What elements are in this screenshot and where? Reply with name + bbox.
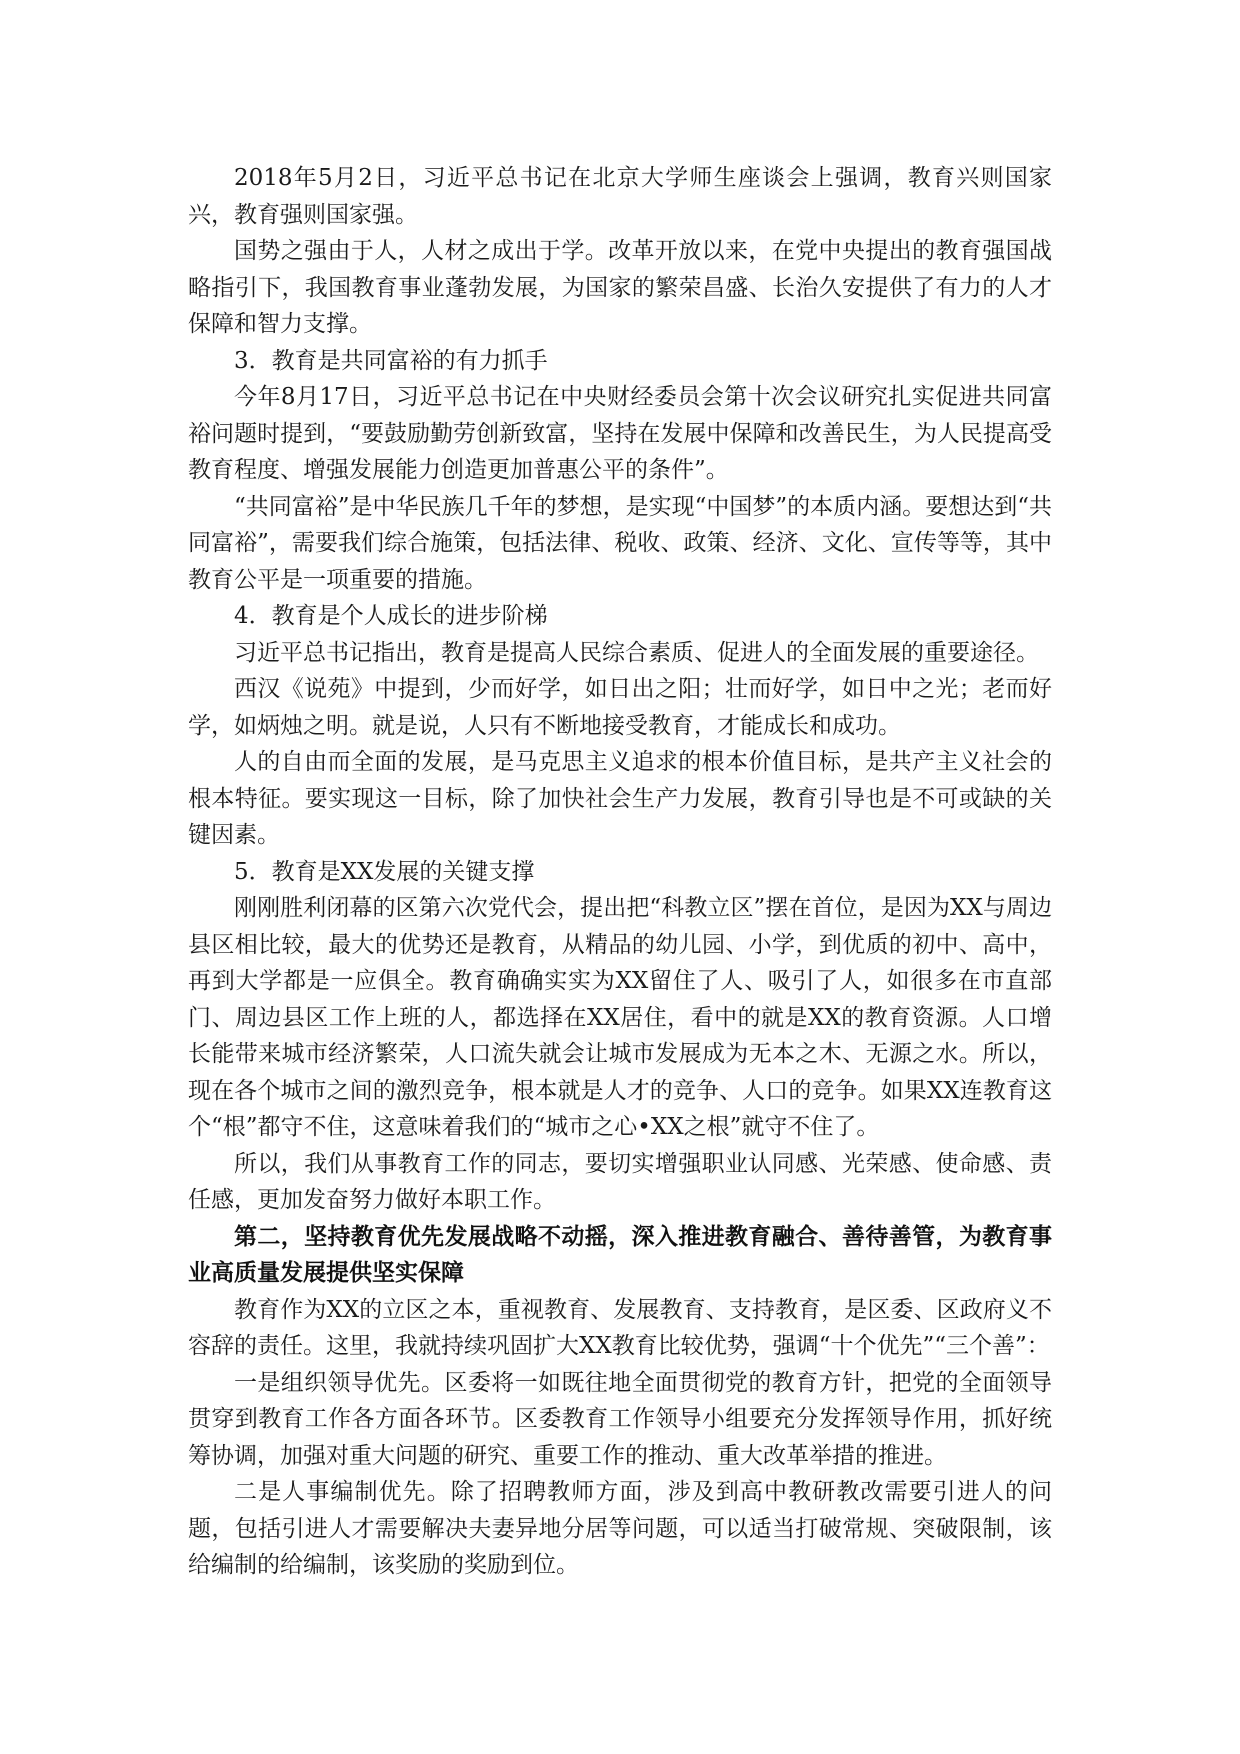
paragraph: 二是人事编制优先。除了招聘教师方面，涉及到高中教研教改需要引进人的问题，包括引进人才需要解决夫妻异地分居等问题，可以适当打破常规、突破限制，该给编制的给编制，该奖励的奖励到位。 [188,1479,1052,1578]
paragraph: 教育作为XX的立区之本，重视教育、发展教育、支持教育，是区委、区政府义不容辞的责任。这里，我就持续巩固扩大XX教育比较优势，强调“十个优先”“三个善”： [188,1296,1052,1359]
paragraph: 人的自由而全面的发展，是马克思主义追求的根本价值目标，是共产主义社会的根本特征。要实现这一目标，除了加快社会生产力发展，教育引导也是不可或缺的关键因素。 [188,749,1052,848]
paragraph: 2018年5月2日，习近平总书记在北京大学师生座谈会上强调，教育兴则国家兴，教育强则国家强。 [188,165,1052,228]
document-page [188,160,1052,1584]
section-heading: 第二，坚持教育优先发展战略不动摇，深入推进教育融合、善待善管，为教育事业高质量发展提供坚实保障 [188,1222,1052,1286]
paragraph: 所以，我们从事教育工作的同志，要切实增强职业认同感、光荣感、使命感、责任感，更加发奋努力做好本职工作。 [188,1150,1052,1213]
paragraph: “共同富裕”是中华民族几千年的梦想，是实现“中国梦”的本质内涵。要想达到“共同富裕”，需要我们综合施策，包括法律、税收、政策、经济、文化、宣传等等，其中教育公平是一项重要的措施。 [188,493,1052,593]
paragraph: 国势之强由于人，人材之成出于学。改革开放以来，在党中央提出的教育强国战略指引下，我国教育事业蓬勃发展，为国家的繁荣昌盛、长治久安提供了有力的人才保障和智力支撑。 [188,238,1052,337]
paragraph: 刚刚胜利闭幕的区第六次党代会，提出把“科教立区”摆在首位，是因为XX与周边县区相比较，最大的优势还是教育，从精品的幼儿园、小学，到优质的初中、高中，再到大学都是一应俱全。教育确确实实为XX留住了人、吸引了人，如很多在市直部门、周边县区工作上班的人，都选择在XX居住，看中的就是XX的教育资源。人口增长能带来城市经济繁荣，人口流失就会让城市发展成为无本之木、无源之水。所以，现在各个城市之间的激烈竞争，根本就是人才的竞争、人口的竞争。如果XX连教育这个“根”都守不住，这意味着我们的“城市之心•XX之根”就守不住了。 [188,895,1052,1140]
paragraph: 一是组织领导优先。区委将一如既往地全面贯彻党的教育方针，把党的全面领导贯穿到教育工作各方面各环节。区委教育工作领导小组要充分发挥领导作用，抓好统筹协调，加强对重大问题的研究、重要工作的推动、重大改革举措的推进。 [188,1369,1052,1469]
section-subheading: 3．教育是共同富裕的有力抓手 [234,347,548,374]
paragraph: 今年8月17日，习近平总书记在中央财经委员会第十次会议研究扎实促进共同富裕问题时提到，“要鼓励勤劳创新致富，坚持在发展中保障和改善民生，为人民提高受教育程度、增强发展能力创造更加普惠公平的条件”。 [188,384,1052,483]
paragraph: 西汉《说苑》中提到，少而好学，如日出之阳；壮而好学，如日中之光；老而好学，如炳烛之明。就是说，人只有不断地接受教育，才能成长和成功。 [188,676,1052,739]
section-subheading: 5．教育是XX发展的关键支撑 [234,858,535,885]
paragraph: 习近平总书记指出，教育是提高人民综合素质、促进人的全面发展的重要途径。 [234,639,1039,666]
section-subheading: 4．教育是个人成长的进步阶梯 [234,603,548,629]
